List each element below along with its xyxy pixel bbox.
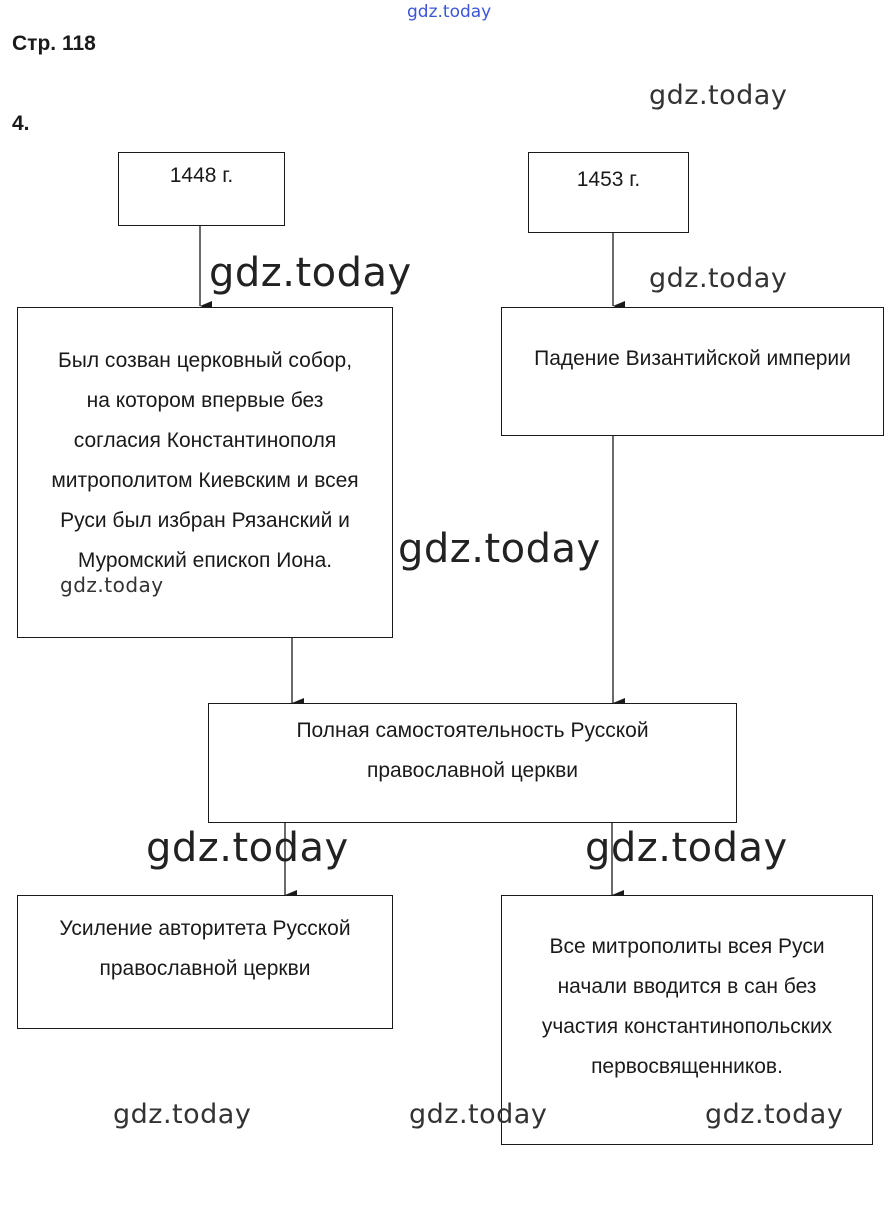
- date-box-1453: [528, 152, 689, 233]
- watermark: gdz.today: [209, 250, 412, 296]
- council-line: согласия Константинополя: [73, 429, 337, 452]
- watermark: gdz.today: [146, 825, 349, 871]
- byzantium-label: Падение Византийской империи: [534, 347, 851, 370]
- independence-result-box: [208, 703, 737, 823]
- council-line: Руси был избран Рязанский и: [60, 509, 350, 532]
- watermark: gdz.today: [585, 825, 788, 871]
- metropolitans-line: начали вводится в сан без: [557, 975, 817, 998]
- watermark: gdz.today: [398, 526, 601, 572]
- date-box-1448: [118, 152, 285, 226]
- page-label: Стр. 118: [12, 32, 96, 55]
- authority-line: Усиление авторитета Русской: [59, 917, 351, 940]
- date-1453-label: 1453 г.: [576, 168, 641, 191]
- metropolitans-line: Все митрополиты всея Руси: [549, 935, 825, 958]
- council-line: на котором впервые без: [86, 389, 324, 412]
- metropolitans-line: участия константинопольских: [541, 1015, 833, 1038]
- authority-line: православной церкви: [99, 957, 311, 980]
- metropolitans-line: первосвященников.: [591, 1055, 783, 1078]
- council-line: митрополитом Киевским и всея: [51, 469, 359, 492]
- independence-line: Полная самостоятельность Русской: [296, 719, 649, 742]
- date-1448-label: 1448 г.: [169, 164, 234, 187]
- watermark: gdz.today: [649, 263, 788, 294]
- watermark: gdz.today: [60, 573, 164, 597]
- top-watermark: gdz.today: [407, 2, 492, 22]
- independence-line: православной церкви: [367, 759, 578, 782]
- byzantium-event-box: [501, 307, 884, 436]
- council-line: Был созван церковный собор,: [57, 349, 353, 372]
- task-number: 4.: [12, 112, 30, 135]
- watermark: gdz.today: [705, 1099, 844, 1130]
- watermark: gdz.today: [649, 80, 788, 111]
- council-line: Муромский епископ Иона.: [77, 549, 333, 572]
- watermark: gdz.today: [113, 1099, 252, 1130]
- authority-consequence-box: [17, 895, 393, 1029]
- watermark: gdz.today: [409, 1099, 548, 1130]
